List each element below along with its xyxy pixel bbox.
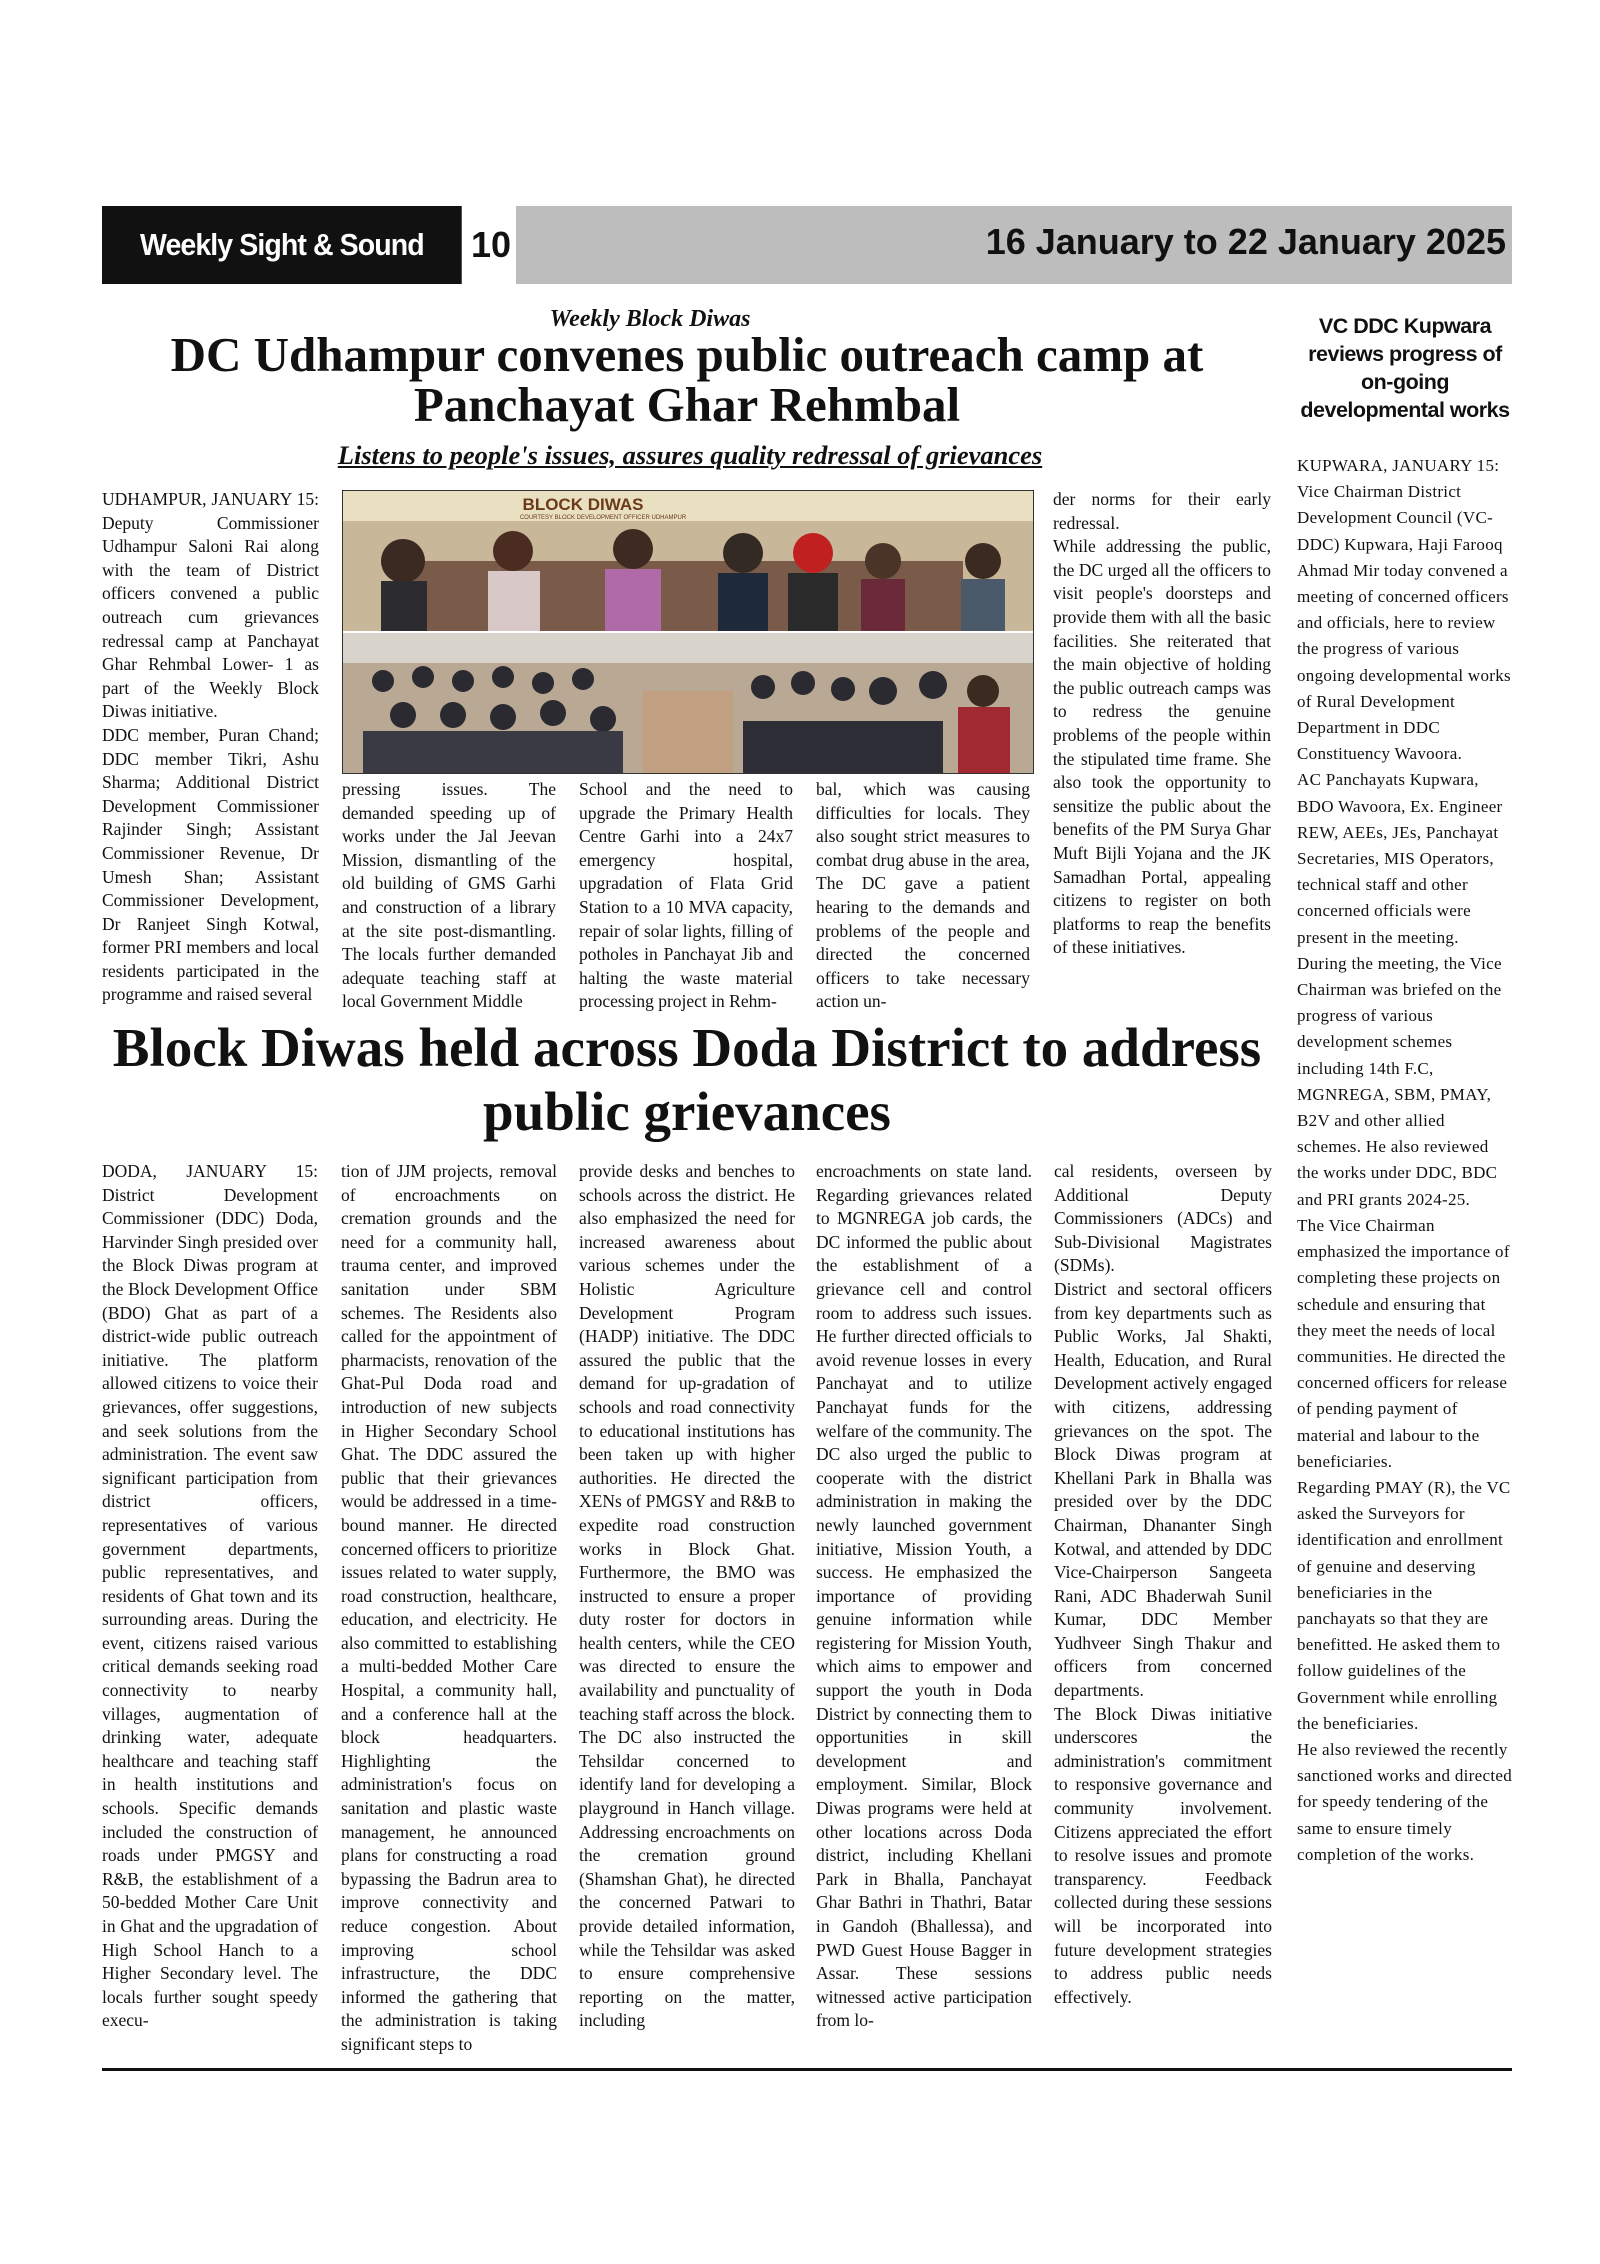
sidebar-column [1297, 453, 1512, 1868]
article2-col3-para: provide desks and benches to schools across the district. He also emphasized the need for increased awareness about various schemes under the Holistic Agriculture Development Program (HADP) initiative. The DDC assured the public that the demand for up-gradation of schools and road connectivity to educational institutions has been taken up with higher authorities. He directed the XENs of PMGSY and R&B to expedite road construction works in Block Ghat. Furthermore, the BMO was instructed to ensure a proper duty roster for doctors in health centers, while the CEO was directed to ensure the availability and punctuality of teaching staff across the block. The DC also instructed the Tehsildar concerned to identify land for developing a playground in Hanch village. Addressing encroachments on the cremation ground (Shamshan Ghat), he directed the concerned Patwari to provide detailed information, while the Tehsildar was asked to ensure comprehensive reporting on the matter, including [579, 1161, 795, 2031]
article1-headline: DC Udhampur convenes public outreach camp at Panchayat Ghar Rehmbal [170, 327, 1204, 432]
article1-col5-para: While addressing the public, the DC urged all the officers to visit people's doorsteps and provide them with all the basic facilities. She reiterated that the main objective of holding the public outreach camps was to redress the genuine problems of the people within the stipulated time frame. She also took the opportunity to sensitize the public about the benefits of the PM Surya Ghar Muft Bijli Yojana and the JK Samadhan Portal, appealing citizens to register on both platforms to reap the benefits of these initiatives. [1053, 536, 1271, 958]
article2-column-2 [341, 1160, 557, 2057]
photo-banner: BLOCK DIWAS [522, 495, 644, 514]
article1-col4-para: The DC gave a patient hearing to the demands and problems of the people and directed the concerned officers to take necessary action un- [816, 873, 1030, 1012]
sidebar-para: During the meeting, the Vice Chairman was briefed on the progress of various development schemes including 14th F.C, MGNREGA, SBM, PMAY, B2V and other allied schemes. He also reviewed the works under DDC, BDC and PRI grants 2024-25. [1297, 953, 1502, 1209]
article1-subhead: Listens to people's issues, assures quality redressal of grievances [337, 440, 1043, 470]
article1-column-1 [102, 488, 319, 1007]
article1-kicker: Weekly Block Diwas [549, 306, 751, 332]
article1-col5-para: der norms for their early redressal. [1053, 489, 1271, 533]
article2-col4-para: encroachments on state land. Regarding grievances related to MGNREGA job cards, the DC informed the public about the establishment of a grievance cell and control room to address such issues. He further directed officials to avoid revenue losses in every Panchayat and to utilize Panchayat funds for the welfare of the community. The DC also urged the public to cooperate with the district administration in making the newly launched government initiative, Mission Youth, a success. He emphasized the importance of providing genuine information while registering for Mission Youth, which aims to empower and support the youth in Doda District by connecting them to opportunities in skill development and employment. Similar, Block Diwas programs were held at other locations across Doda district, including Khellani Park in Bhalla, Panchayat Ghar Bathri in Thathri, Batar in Gandoh (Bhallessa), and PWD Guest House Bagger in Assar. These sessions witnessed active participation from lo- [816, 1161, 1032, 2031]
article2-headline: Block Diwas held across Doda District to address public grievances [112, 1017, 1262, 1142]
article1-col4-para: bal, which was causing difficulties for locals. They also sought strict measures to combat drug abuse in the area, [816, 779, 1030, 870]
sidebar-para: The Vice Chairman emphasized the importance of completing these projects on schedule and ensuring that they meet the needs of local communities. He directed the concerned officers for release of pending payment of material and labour to the beneficiaries. [1297, 1215, 1510, 1471]
article1-column-2 [342, 778, 556, 1014]
article2-column-1 [102, 1160, 318, 2033]
article2-col1-para: DODA, JANUARY 15: District Development Commissioner (DDC) Doda, Harvinder Singh presided over the Block Diwas program at the Block Development Office (BDO) Ghat as part of a district-wide public outreach initiative. The platform allowed citizens to voice their grievances, offer suggestions, and seek solutions from the administration. The event saw significant participation from district officers, representatives of various government departments, public representatives, and residents of Ghat town and its surrounding areas. During the event, citizens raised various critical demands seeking road connectivity to nearby villages, augmentation of drinking water, adequate healthcare and teaching staff in health institutions and schools. Specific demands included the construction of roads under PMGSY and R&B, the establishment of a 50-bedded Mother Care Unit in Ghat and the upgradation of High School Hanch to a Higher Secondary level. The locals further sought speedy execu- [102, 1161, 318, 2031]
issue-date-range: 16 January to 22 January 2025 [985, 221, 1506, 262]
sidebar-para: He also reviewed the recently sanctioned works and directed for speedy tendering of the same to ensure timely completion of the works. [1297, 1739, 1512, 1864]
article1-col1-para: DDC member, Puran Chand; DDC member Tikri, Ashu Sharma; Additional District Development Commissioner Rajinder Singh; Assistant Commissioner Revenue, Dr Umesh Shan; Assistant Commissioner Development, Dr Ranjeet Singh Kotwal, former PRI members and local residents participated in the programme and raised several [102, 724, 319, 1005]
sidebar-para: Regarding PMAY (R), the VC asked the Surveyors for identification and enrollment of genuine and deserving beneficiaries in the panchayats so that they are benefitted. He asked them to follow guidelines of the Government while enrolling the beneficiaries. [1297, 1477, 1511, 1733]
article1-column-5 [1053, 488, 1271, 960]
page-number: 10 [470, 224, 512, 265]
article1-column-4 [816, 778, 1030, 1014]
article1-col2-para: pressing issues. The demanded speeding up of works under the Jal Jeevan Mission, dismantling of the old building of GMS Garhi and construction of a library at the site post-dismantling. The locals further demanded adequate teaching staff at local Government Middle [342, 779, 556, 1012]
footer-rule [102, 2068, 1512, 2071]
block-diwas-photo [342, 490, 1034, 774]
sidebar-para: KUPWARA, JANUARY 15: Vice Chairman District Development Council (VC-DDC) Kupwara, Haji Farooq Ahmad Mir today convened a meeting of concerned officers and officials, here to review the progress of various ongoing developmental works of Rural Development Department in DDC Constituency Wavoora. [1297, 456, 1511, 764]
article2-column-3 [579, 1160, 795, 2033]
sidebar-headline: VC DDC Kupwara reviews progress of on-going developmental works [1300, 314, 1510, 422]
article1-column-3 [579, 778, 793, 1014]
photo-banner-sub: COURTESY BLOCK DEVELOPMENT OFFICER UDHAMPUR [519, 515, 687, 521]
article2-col5-para: The Block Diwas initiative underscores the administration's commitment to responsive governance and community involvement. Citizens appreciated the effort to resolve issues and promote transparency. Feedback collected during these sessions will be incorporated into future development strategies to address public needs effectively. [1054, 1703, 1272, 2007]
article2-col2-para: tion of JJM projects, removal of encroachments on cremation grounds and the need for a community hall, trauma center, and improved sanitation under SBM schemes. The Residents also called for the appointment of pharmacists, renovation of the Ghat-Pul Doda road and introduction of new subjects in Higher Secondary School Ghat. The DDC assured the public that their grievances would be addressed in a time-bound manner. He directed concerned officers to prioritize issues related to water supply, road construction, healthcare, education, and electricity. He also committed to establishing a multi-bedded Mother Care Hospital, a community hall, and a conference hall at the block headquarters. Highlighting the administration's focus on sanitation and plastic waste management, he announced plans for constructing a road bypassing the Badrun area to improve connectivity and reduce congestion. About improving school infrastructure, the DDC informed the gathering that the administration is taking significant steps to [341, 1161, 557, 2054]
article2-column-5 [1054, 1160, 1272, 2009]
article2-col5-para: cal residents, overseen by Additional Deputy Commissioners (ADCs) and Sub-Divisional Magistrates (SDMs). [1054, 1161, 1272, 1276]
article2-col5-para: District and sectoral officers from key departments such as Public Works, Jal Shakti, Health, Education, and Rural Development actively engaged with citizens, addressing grievances on the spot. The Block Diwas program at Khellani Park in Bhalla was presided over by the DDC Chairman, Dhananter Singh Kotwal, and attended by DDC Vice-Chairperson Sangeeta Rani, ADC Bhaderwah Sunil Kumar, DDC Member Yudhveer Singh Thakur and officers from concerned departments. [1054, 1278, 1272, 1701]
article1-col1-para: UDHAMPUR, JANUARY 15: Deputy Commissioner Udhampur Saloni Rai along with the team of District officers convened a public outreach cum grievances redressal camp at Panchayat Ghar Rehmbal Lower- 1 as part of the Weekly Block Diwas initiative. [102, 489, 319, 722]
photo-collage [343, 491, 1033, 773]
article2-column-4 [816, 1160, 1032, 2033]
sidebar-para: AC Panchayats Kupwara, BDO Wavoora, Ex. Engineer REW, AEEs, JEs, Panchayat Secretaries, MIS Operators, technical staff and other concerned officials were present in the meeting. [1297, 770, 1503, 947]
publication-name: Weekly Sight & Sound [102, 206, 462, 284]
article1-col3-para: School and the need to upgrade the Primary Health Centre Garhi into a 24x7 emergency hospital, upgradation of Flata Grid Station to a 10 MVA capacity, repair of solar lights, filling of potholes in Panchayat Jib and halting the waste material processing project in Rehm- [579, 779, 793, 1012]
